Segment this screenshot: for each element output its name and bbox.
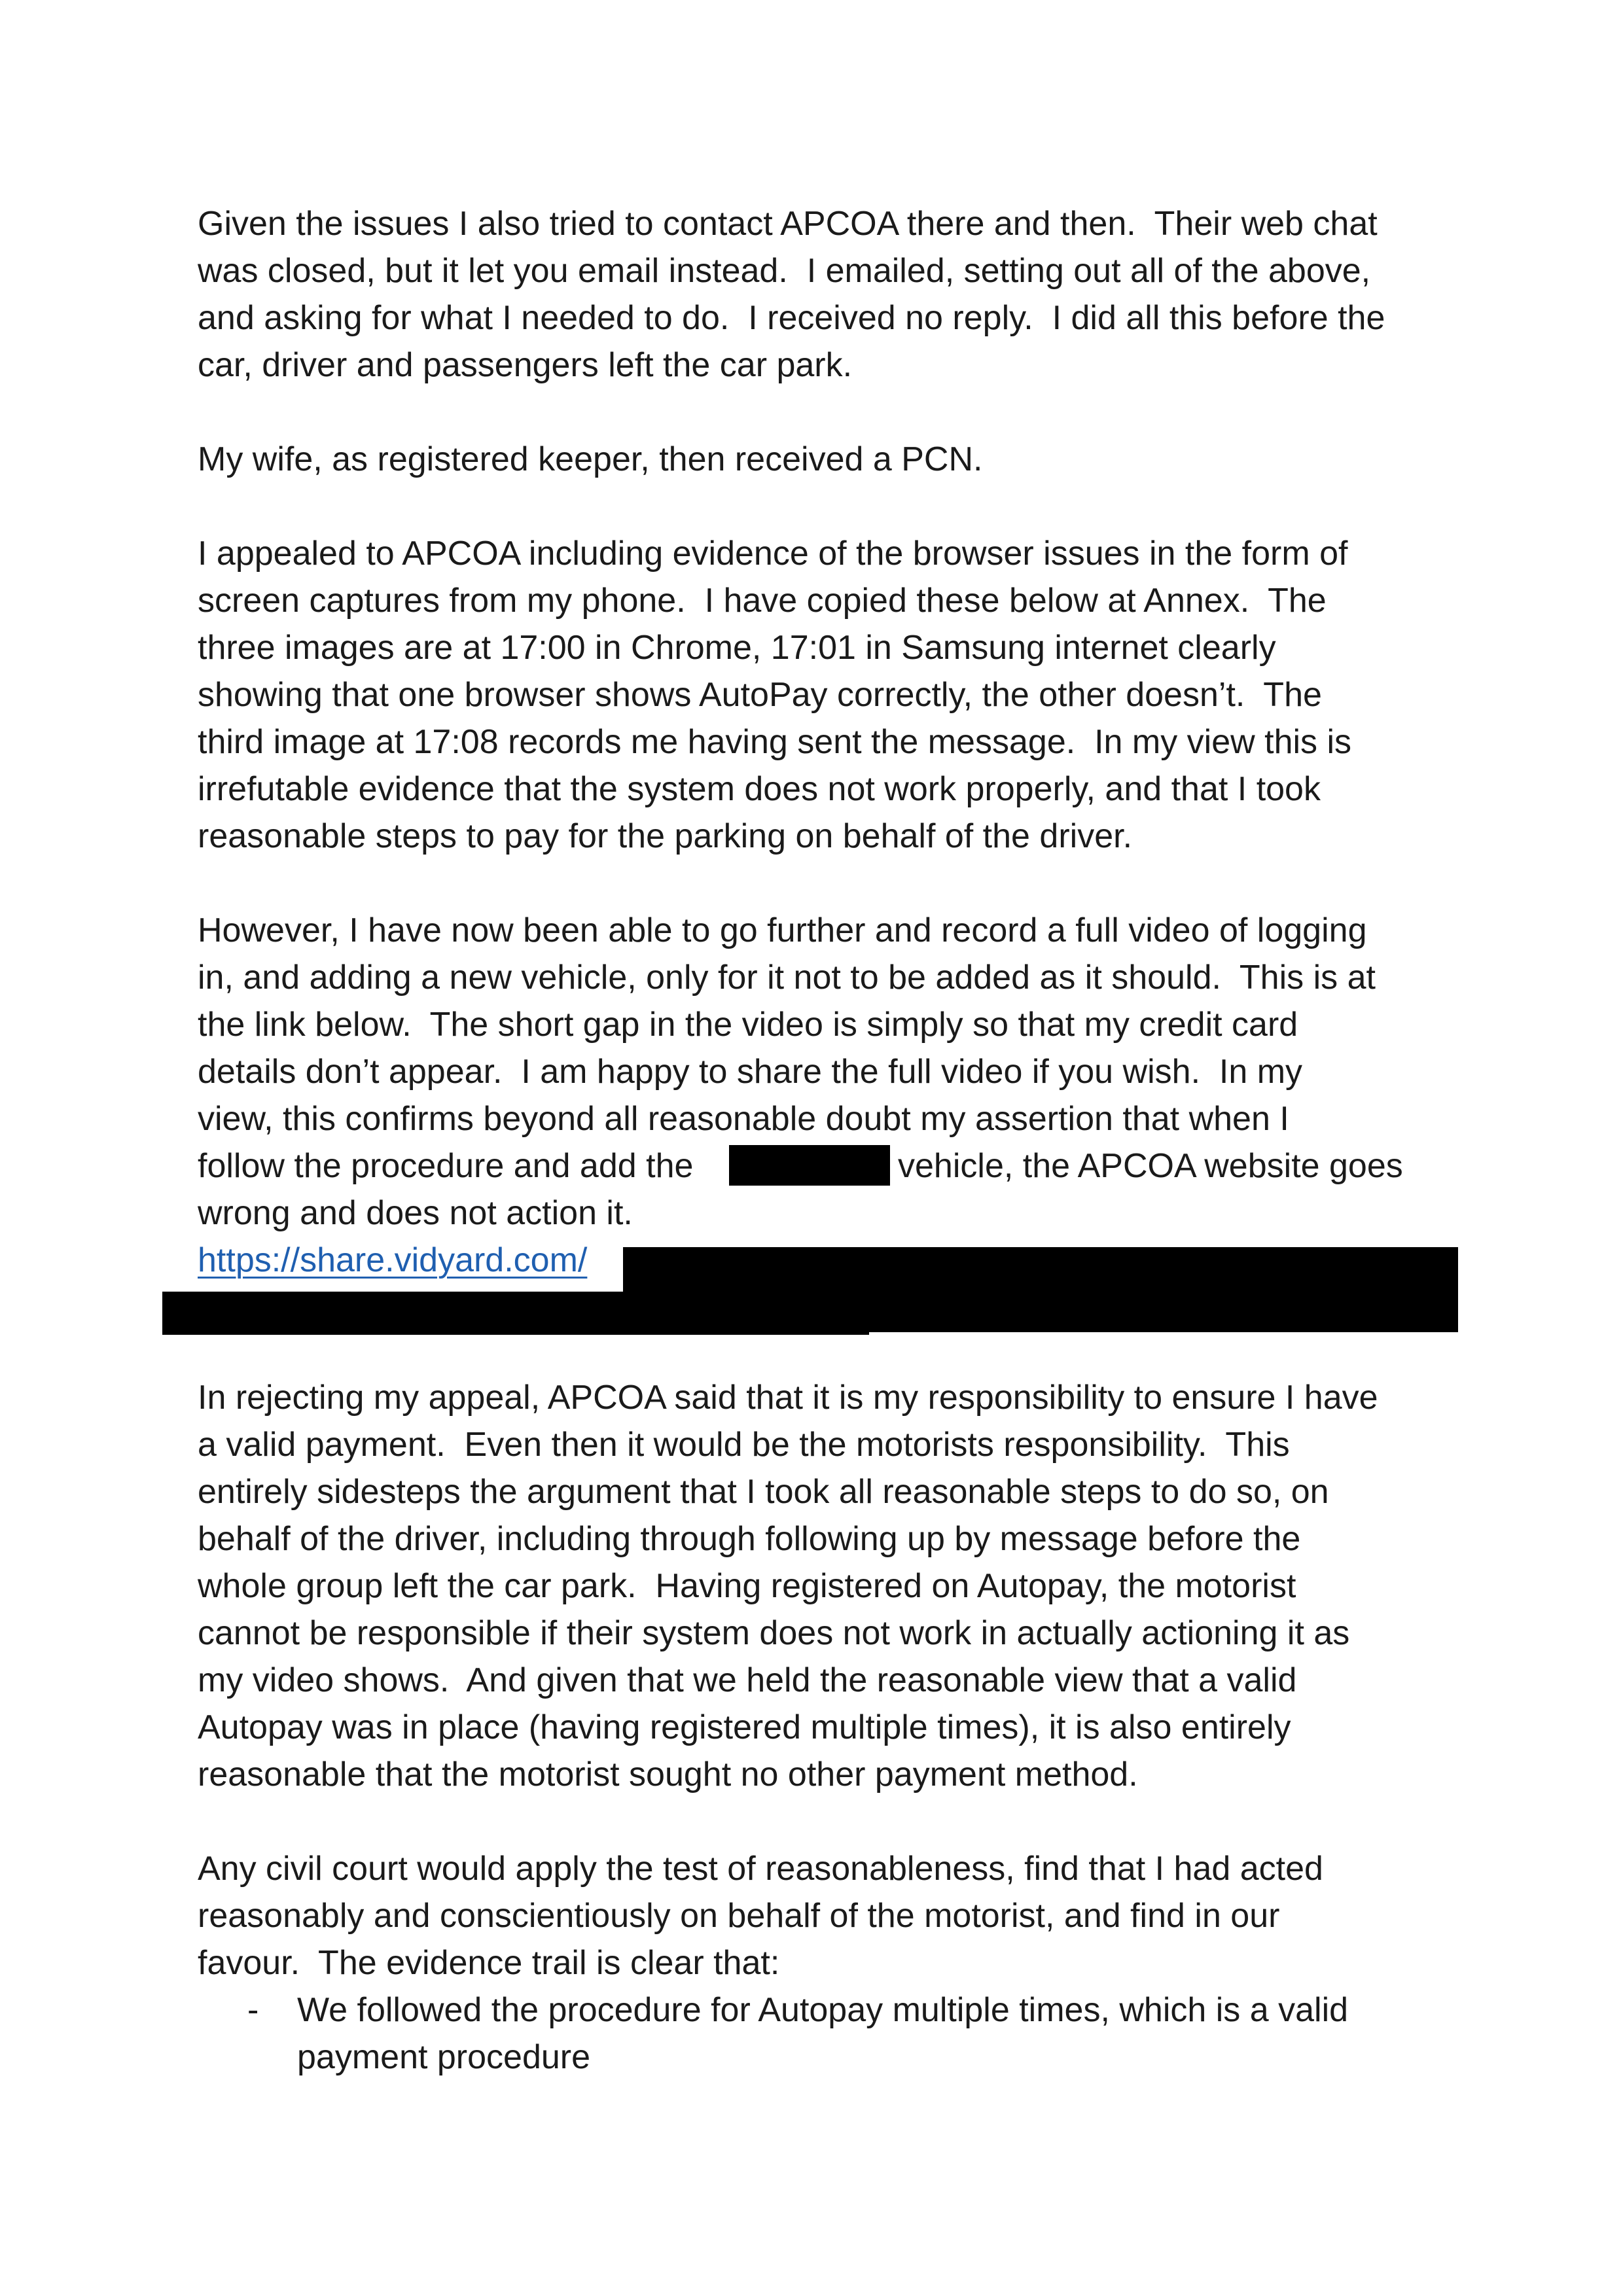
paragraph-line: a valid payment. Even then it would be the motorists responsibility. This <box>198 1426 1290 1464</box>
paragraph-line: My wife, as registered keeper, then received a PCN. <box>198 440 983 478</box>
paragraph-line: car, driver and passengers left the car park. <box>198 346 853 384</box>
paragraph-line: view, this confirms beyond all reasonable doubt my assertion that when I <box>198 1100 1289 1138</box>
paragraph-line: in, and adding a new vehicle, only for it not to be added as it should. This is at <box>198 959 1376 997</box>
paragraph-line: three images are at 17:00 in Chrome, 17:01 in Samsung internet clearly <box>198 629 1276 667</box>
bullet-marker: - <box>247 1991 259 2029</box>
paragraph-line: wrong and does not action it. <box>198 1194 633 1232</box>
paragraph-line: my video shows. And given that we held the reasonable view that a valid <box>198 1661 1297 1699</box>
paragraph-line: favour. The evidence trail is clear that: <box>198 1944 780 1982</box>
paragraph-line: showing that one browser shows AutoPay correctly, the other doesn’t. The <box>198 676 1322 714</box>
paragraph-line: third image at 17:08 records me having sent the message. In my view this is <box>198 723 1352 761</box>
video-link[interactable]: https://share.vidyard.com/ <box>198 1241 588 1279</box>
paragraph-line: whole group left the car park. Having registered on Autopay, the motorist <box>198 1567 1296 1605</box>
paragraph-line: Given the issues I also tried to contact APCOA there and then. Their web chat <box>198 205 1378 243</box>
paragraph-line: In rejecting my appeal, APCOA said that it is my responsibility to ensure I have <box>198 1379 1378 1417</box>
bullet-line: We followed the procedure for Autopay multiple times, which is a valid <box>297 1991 1349 2029</box>
paragraph-line: I appealed to APCOA including evidence of the browser issues in the form of <box>198 535 1348 573</box>
paragraph-line: was closed, but it let you email instead. I emailed, setting out all of the above, <box>198 252 1371 290</box>
paragraph-line: reasonably and conscientiously on behalf of the motorist, and find in our <box>198 1897 1280 1935</box>
paragraph-line: cannot be responsible if their system does not work in actually actioning it as <box>198 1614 1350 1652</box>
paragraph-line: Any civil court would apply the test of reasonableness, find that I had acted <box>198 1850 1323 1888</box>
redaction-vehicle <box>729 1145 890 1186</box>
paragraph-line: Autopay was in place (having registered multiple times), it is also entirely <box>198 1708 1291 1746</box>
paragraph-line: and asking for what I needed to do. I received no reply. I did all this before the <box>198 299 1385 337</box>
redaction-link-tail <box>162 1292 869 1335</box>
bullet-line: payment procedure <box>297 2038 591 2076</box>
paragraph-line: However, I have now been able to go further and record a full video of logging <box>198 911 1367 949</box>
paragraph-line: behalf of the driver, including through following up by message before the <box>198 1520 1301 1558</box>
paragraph-line: the link below. The short gap in the video is simply so that my credit card <box>198 1006 1298 1044</box>
paragraph-line: details don’t appear. I am happy to share the full video if you wish. In my <box>198 1053 1303 1091</box>
paragraph-line: screen captures from my phone. I have copied these below at Annex. The <box>198 582 1327 620</box>
paragraph-line: follow the procedure and add the <box>198 1147 694 1185</box>
paragraph-line: reasonable steps to pay for the parking on behalf of the driver. <box>198 817 1133 855</box>
paragraph-line: irrefutable evidence that the system does not work properly, and that I took <box>198 770 1321 808</box>
paragraph-line: entirely sidesteps the argument that I took all reasonable steps to do so, on <box>198 1473 1329 1511</box>
paragraph-line: reasonable that the motorist sought no other payment method. <box>198 1756 1138 1793</box>
paragraph-line: vehicle, the APCOA website goes <box>898 1147 1403 1185</box>
